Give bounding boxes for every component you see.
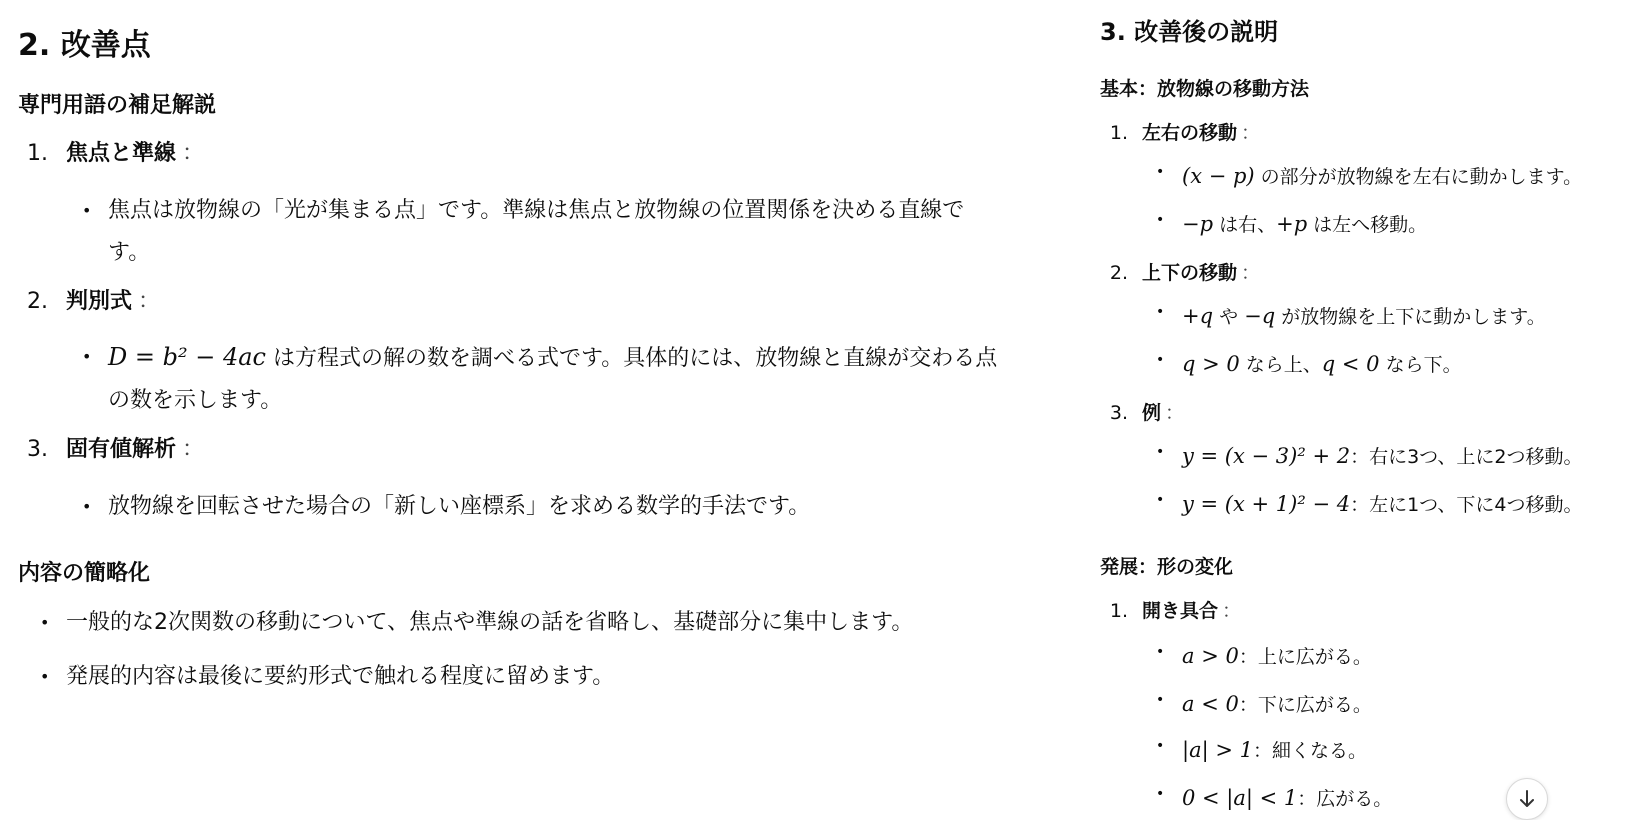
list-item <box>40 656 1066 698</box>
list-item-text: 一般的な2次関数の移動について、焦点や準線の話を省略し、基礎部分に集中します。 <box>66 610 914 635</box>
list-number: 3. <box>1109 402 1128 424</box>
list-item-text: や <box>1213 306 1245 328</box>
item-title: 上下の移動 <box>1142 262 1238 284</box>
list-item-text: なら下。 <box>1379 354 1462 376</box>
list-number: 2. <box>1109 262 1128 284</box>
list-number: 1. <box>27 141 48 166</box>
list-item <box>1156 162 1583 189</box>
glossary-term: 判別式 <box>66 289 133 314</box>
glossary-heading: 専門用語の補足解説 <box>18 93 217 118</box>
advanced-item-opening <box>1100 596 1241 623</box>
bullet: • <box>40 667 50 686</box>
basic-item-horizontal <box>1100 118 1260 145</box>
list-item-text: ：左に1つ、下に4つ移動。 <box>1350 494 1583 516</box>
list-item <box>1156 210 1428 237</box>
bullet: • <box>1156 644 1165 660</box>
math-expr: |a| > 1 <box>1182 738 1253 762</box>
list-item-text: ：右に3つ、上に2つ移動。 <box>1350 446 1583 468</box>
list-item-text-cont: の数を示します。 <box>108 388 283 413</box>
bullet: • <box>1156 786 1165 802</box>
list-item <box>1156 350 1462 377</box>
basic-heading: 基本：放物線の移動方法 <box>1100 78 1310 100</box>
list-number: 2. <box>27 289 48 314</box>
bullet: • <box>1156 352 1165 368</box>
list-item <box>1156 690 1372 717</box>
math-expr: a < 0 <box>1182 692 1239 716</box>
list-item-text: の部分が放物線を左右に動かします。 <box>1254 166 1583 188</box>
bullet: • <box>1156 444 1165 460</box>
list-item <box>82 336 1078 422</box>
item-title: 左右の移動 <box>1142 122 1238 144</box>
basic-item-example <box>1100 398 1184 425</box>
bullet: • <box>1156 738 1165 754</box>
list-item-text: ：広がる。 <box>1297 788 1393 810</box>
list-item-text: 焦点は放物線の「光が集まる点」です。準線は焦点と放物線の位置関係を決める直線で <box>108 198 965 223</box>
list-item <box>1156 490 1583 517</box>
bullet: • <box>1156 692 1165 708</box>
math-expr: +p <box>1276 212 1308 236</box>
list-item-text-cont: す。 <box>108 240 151 265</box>
glossary-term: 焦点と準線 <box>66 141 177 166</box>
math-expr: +q <box>1182 304 1214 328</box>
list-item <box>1156 784 1393 811</box>
glossary-item-discriminant <box>18 284 160 315</box>
arrow-down-icon <box>1518 789 1536 809</box>
list-item <box>1156 736 1367 763</box>
colon: ： <box>1241 262 1261 284</box>
bullet: • <box>1156 304 1165 320</box>
colon: ： <box>1165 402 1185 424</box>
math-discriminant: D = b² − 4ac <box>108 343 266 371</box>
list-number: 1. <box>1109 600 1128 622</box>
math-expr: 0 < |a| < 1 <box>1182 786 1298 810</box>
colon: ： <box>182 437 205 462</box>
math-expr: −q <box>1244 304 1276 328</box>
colon: ： <box>182 141 205 166</box>
list-item-text: 放物線を回転させた場合の「新しい座標系」を求める数学的手法です。 <box>108 494 811 519</box>
section-heading-explanation: 3. 改善後の説明 <box>1100 18 1279 46</box>
list-item-text: ：上に広がる。 <box>1238 646 1372 668</box>
list-item <box>82 486 1068 528</box>
list-item <box>1156 442 1583 469</box>
bullet: • <box>1156 212 1165 228</box>
math-expr: y = (x + 1)² − 4 <box>1182 492 1351 516</box>
glossary-term: 固有値解析 <box>66 437 177 462</box>
list-item <box>1156 302 1546 329</box>
section-heading-improvements: 2. 改善点 <box>18 28 151 63</box>
math-expr: y = (x − 3)² + 2 <box>1182 444 1351 468</box>
advanced-heading: 発展：形の変化 <box>1100 556 1234 578</box>
bullet: • <box>1156 164 1165 180</box>
math-expr: q > 0 <box>1182 352 1240 376</box>
glossary-item-eigenvalue <box>18 432 204 463</box>
bullet: • <box>40 613 50 632</box>
simplify-heading: 内容の簡略化 <box>18 561 151 586</box>
bullet: • <box>82 201 92 220</box>
item-title: 開き具合 <box>1142 600 1219 622</box>
list-item <box>1156 642 1372 669</box>
math-expr: q < 0 <box>1321 352 1380 376</box>
colon: ： <box>1241 122 1261 144</box>
bullet: • <box>1156 492 1165 508</box>
colon: ： <box>138 289 161 314</box>
list-item-text: が放物線を上下に動かします。 <box>1275 306 1546 328</box>
list-item-text: 発展的内容は最後に要約形式で触れる程度に留めます。 <box>66 664 615 689</box>
colon: ： <box>1222 600 1242 622</box>
math-expr: −p <box>1182 212 1214 236</box>
list-item <box>82 190 1068 274</box>
list-item-text: なら上、 <box>1239 354 1322 376</box>
list-item <box>40 602 1066 644</box>
list-item-text: は方程式の解の数を調べる式です。具体的には、放物線と直線が交わる点 <box>265 346 998 371</box>
list-item-text: は右、 <box>1213 214 1277 236</box>
list-number: 1. <box>1109 122 1128 144</box>
bullet: • <box>82 497 92 516</box>
item-title: 例 <box>1142 402 1162 424</box>
glossary-item-focus-directrix <box>18 136 204 167</box>
math-expr: (x − p) <box>1182 164 1255 188</box>
bullet: • <box>82 347 92 366</box>
math-expr: a > 0 <box>1182 644 1239 668</box>
basic-item-vertical <box>1100 258 1260 285</box>
list-item-text: ：細くなる。 <box>1252 740 1367 762</box>
list-item-text: は左へ移動。 <box>1307 214 1428 236</box>
list-item-text: ：下に広がる。 <box>1238 694 1372 716</box>
list-number: 3. <box>27 437 48 462</box>
